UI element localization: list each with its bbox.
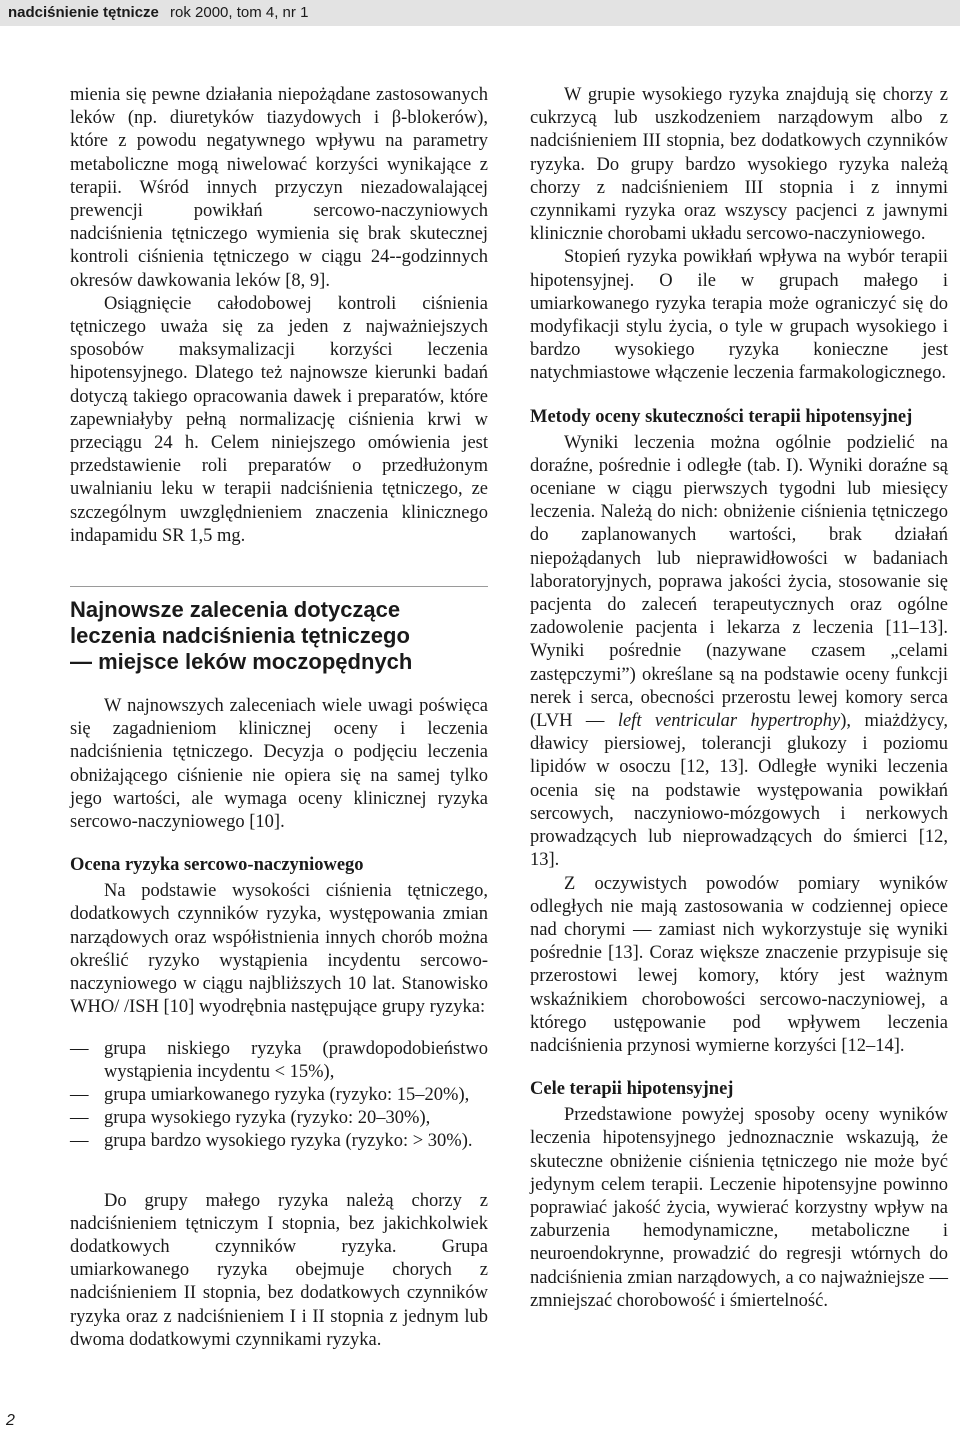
- paragraph: Stopień ryzyka powikłań wpływa na wybór terapii hipotensyjnej. O ile w grupach małego i umiarkowanego ryzyka terapia może ograniczyć się do modyfikacji stylu życia, o tyle w grupach wysokiego i bardzo wysokiego ryzyka konieczne jest natychmiastowe włączenie leczenia farmakologicznego.: [530, 247, 948, 384]
- paragraph: Na podstawie wysokości ciśnienia tętniczego, dodatkowych czynników ryzyka, występowania zmian narządowych oraz współistnienia innych chorób można określić ryzyko wystąpienia incydentu sercowo-naczyniowego w ciągu najbliższych 10 lat. Stanowisko WHO/ /ISH [10] wyodrębnia następujące grupy ryzyka:: [70, 881, 488, 1018]
- section-heading-line: Najnowsze zalecenia dotyczące: [70, 597, 401, 623]
- list-item: — grupa bardzo wysokiego ryzyka (ryzyko: > 30%).: [70, 1130, 488, 1153]
- text-run: Wyniki leczenia można ogólnie podzielić na doraźne, pośrednie i odległe (tab. I). Wyniki doraźne są oceniane w ciągu pierwszych tygodni lub miesięcy leczenia. Należą do nich: obniżenie ciśnienia tętniczego do zaplanowanych wartości, brak działań niepożądanych lub nieprawidłowości w badaniach laboratoryjnych, poprawa jakości życia, stosowanie się pacjenta do zaleceń terapeutycznych oraz ogólne zadowolenie pacjenta i lekarza z leczenia [11–13]. Wyniki pośrednie (nazywane czasem „celami zastępczymi”) określane są na podstawie oceny funkcji nerek i serca, obecności przerostu lewej komory serca (LVH —: [530, 432, 948, 732]
- text-run: ), miażdżycy, dławicy piersiowej, tolerancji glukozy i poziomu lipidów w osoczu [12, 13]. Odległe wyniki leczenia ocenia się na podstawie występowania powikłań sercowych, naczyniowo-mózgowych i nerkowych prowadzących lub nieprowadzących do śmierci [12, 13].: [530, 711, 949, 871]
- list-item: — grupa umiarkowanego ryzyka (ryzyko: 15–20%),: [70, 1084, 488, 1107]
- page-number: 2: [6, 1412, 15, 1429]
- right-column: [530, 84, 948, 1313]
- italic-term: left ventricular hypertrophy: [617, 711, 841, 732]
- subsection-heading: Ocena ryzyka sercowo-naczyniowego: [70, 855, 364, 876]
- spacer: [70, 1172, 488, 1190]
- paragraph: W grupie wysokiego ryzyka znajdują się chorzy z cukrzycą lub uszkodzeniem narządowym albo z nadciśnieniem III stopnia, bez dodatkowych czynników ryzyka. Do grupy bardzo wysokiego ryzyka należą chorzy z nadciśnieniem III stopnia i z innymi czynnikami ryzyka oraz wszyscy pacjenci z jawnymi klinicznie chorobami układu sercowo-naczyniowego.: [530, 85, 948, 245]
- running-header: [0, 0, 960, 26]
- paragraph: Do grupy małego ryzyka należą chorzy z nadciśnieniem tętniczym I stopnia, bez jakichkolwiek dodatkowych czynników ryzyka. Grupa umiarkowanego ryzyka obejmuje chorych z nadciśnieniem II stopnia, bez dodatkowych czynników ryzyka oraz z nadciśnieniem I i II stopnia z jednym lub dwoma dodatkowymi czynnikami ryzyka.: [70, 1190, 488, 1350]
- paragraph: W najnowszych zaleceniach wiele uwagi poświęca się zagadnieniom klinicznej oceny i leczenia nadciśnienia tętniczego. Decyzja o podjęciu leczenia obniżającego ciśnienie nie opiera się na samej tylko jego wartości, ale wymaga oceny klinicznej ryzyka sercowo-naczyniowego [10].: [70, 696, 488, 833]
- paragraph: Przedstawione powyżej sposoby oceny wyników leczenia hipotensyjnego jednoznacznie wskazują, że skuteczne obniżenie ciśnienia tętniczego nie może być jedynym celem terapii. Leczenie hipotensyjne powinno poprawiać jakość życia, wywierać korzystny wpływ na zaburzenia hemodynamiczne, metaboliczne i neuroendokrynne, prowadzić do regresji wtórnych do nadciśnienia zmian narządowych, a co najważniejsze — zmniejszać chorobowość i śmiertelność.: [530, 1105, 948, 1311]
- section-heading: [70, 597, 488, 675]
- journal-volume: rok 2000, tom 4, nr 1: [170, 4, 309, 21]
- list-item: — grupa niskiego ryzyka (prawdopodobieństwo wystąpienia incydentu < 15%),: [70, 1038, 488, 1084]
- paragraph: mienia się pewne działania niepożądane zastosowanych leków (np. diuretyków tiazydowych i β-blokerów), które z powodu negatywnego wpływu na parametry metaboliczne mogą niwelować korzyści wynikające z terapii. Wśród innych przyczyn niezadowalającej prewencji powikłań sercowo-naczyniowych nadciśnienia tętniczego wymienia się brak skutecznej kontroli ciśnienia tętniczego w ciągu 24--godzinnych okresów dawkowania leków [8, 9].: [70, 85, 488, 291]
- paragraph: Osiągnięcie całodobowej kontroli ciśnienia tętniczego uważa się za jeden z najważniejszych sposobów maksymalizacji korzyści leczenia hipotensyjnego. Dlatego też najnowsze kierunki badań dotyczą takiego opracowania dawek i preparatów, które zapewniałyby pełną normalizację ciśnienia krwi w przeciągu 24 h. Celem niniejszego omówienia jest przedstawienie roli preparatów o przedłużonym uwalnianiu leku w terapii nadciśnienia tętniczego, ze szczególnym uwzględnieniem znaczenia klinicznego indapamidu SR 1,5 mg.: [70, 293, 488, 546]
- list-item: — grupa wysokiego ryzyka (ryzyko: 20–30%),: [70, 1107, 488, 1130]
- subsection-heading: Cele terapii hipotensyjnej: [530, 1079, 734, 1100]
- risk-group-list: [70, 1038, 488, 1154]
- left-column: [70, 84, 488, 1352]
- paragraph: [530, 432, 948, 873]
- journal-title: nadciśnienie tętnicze: [8, 4, 159, 21]
- section-heading-line: leczenia nadciśnienia tętniczego: [70, 623, 410, 649]
- section-divider: [70, 586, 488, 587]
- subsection-heading: Metody oceny skuteczności terapii hipotensyjnej: [530, 406, 913, 427]
- section-heading-line: — miejsce leków moczopędnych: [70, 649, 413, 675]
- paragraph: Z oczywistych powodów pomiary wyników odległych nie mają zastosowania w codziennej opiece nad chorymi — zamiast nich wykorzystuje się wyniki pośrednie [13]. Coraz większe znaczenie przypisuje się przerostowi lewej komory, który jest ważnym wskaźnikiem chorobowości sercowo-naczyniowej, a którego ustępowanie pod wpływem leczenia nadciśnienia przynosi wymierne korzyści [12–14].: [530, 873, 948, 1056]
